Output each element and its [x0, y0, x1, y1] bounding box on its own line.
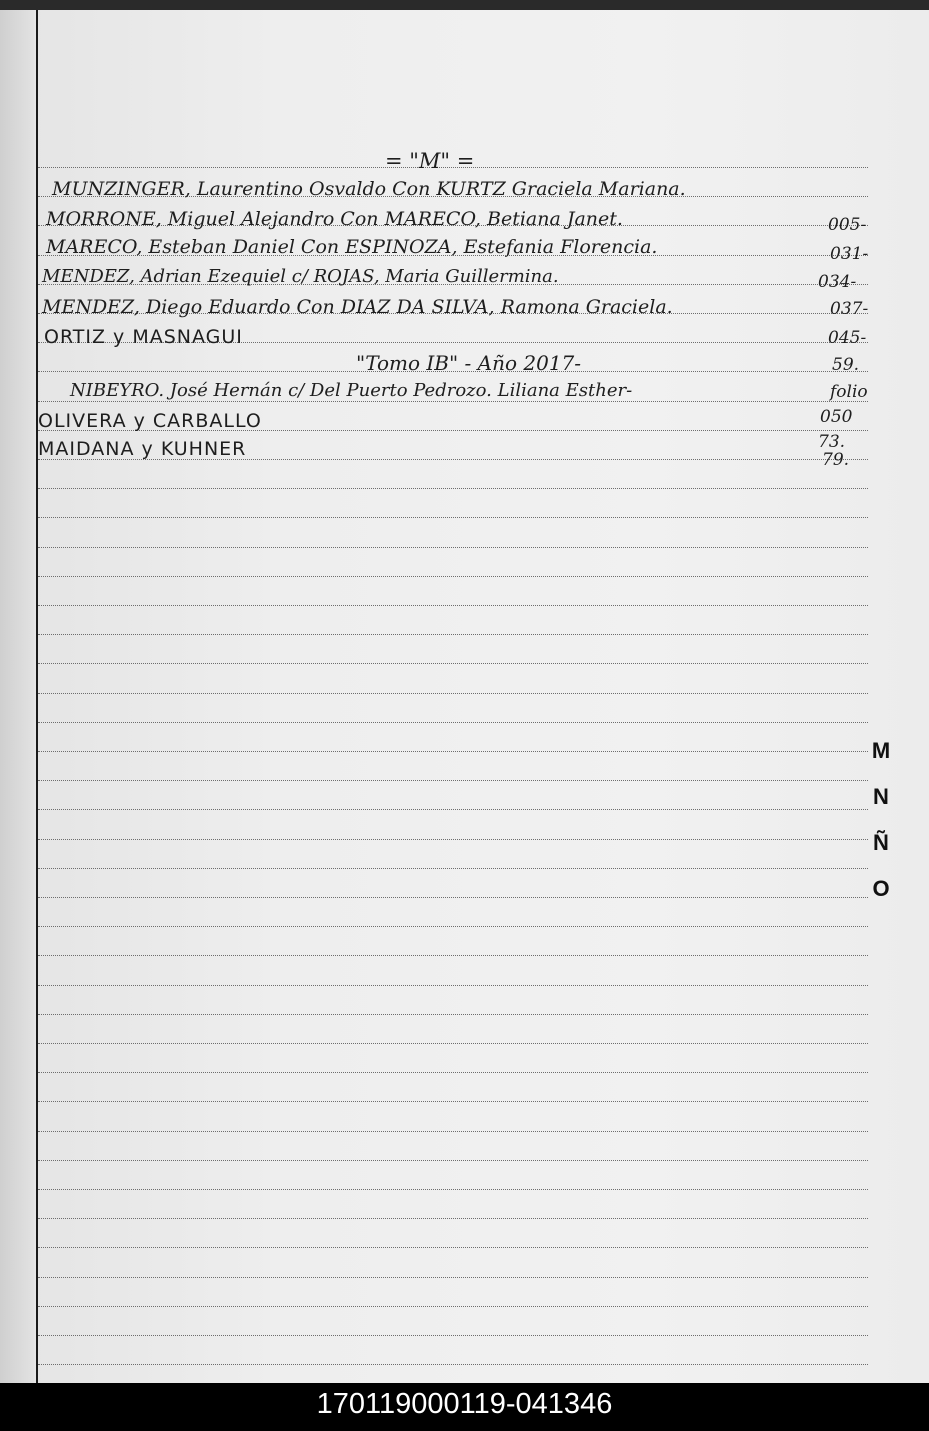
ruled-line [38, 605, 868, 606]
alphabet-index [866, 738, 896, 922]
ruled-line [38, 1014, 868, 1015]
index-letter-enie[interactable]: Ñ [873, 830, 889, 855]
ruled-line [38, 1364, 868, 1365]
ruled-line [38, 634, 868, 635]
ruled-line [38, 955, 868, 956]
ruled-line [38, 985, 868, 986]
ruled-line [38, 809, 868, 810]
ruled-line [38, 1043, 868, 1044]
tomo-folio-3: 79. [822, 450, 850, 470]
folio-1: 005- [828, 215, 867, 235]
index-letter-n[interactable]: N [873, 784, 889, 809]
ruled-line [38, 1072, 868, 1073]
letter-header: = "M" = [385, 149, 475, 173]
ruled-line [38, 868, 868, 869]
ruled-line [38, 1218, 868, 1219]
binding-shadow [0, 10, 34, 1383]
folio-59: 59. [832, 355, 860, 375]
ruled-line [38, 1335, 868, 1336]
tomo-entry-2: OLIVERA y CARBALLO [38, 410, 262, 432]
ruled-line [38, 1277, 868, 1278]
ruled-line [38, 1189, 868, 1190]
entry-3: MARECO, Esteban Daniel Con ESPINOZA, Estefania Florencia. [46, 236, 658, 258]
ruled-line [38, 1247, 868, 1248]
ruled-line [38, 488, 868, 489]
tomo-folio-2: 73. [818, 432, 846, 452]
ruled-line [38, 751, 868, 752]
entry-4: MENDEZ, Adrian Ezequiel c/ ROJAS, Maria Guillermina. [42, 266, 559, 287]
ruled-line [38, 780, 868, 781]
entry-2: MORRONE, Miguel Alejandro Con MARECO, Betiana Janet. [46, 208, 623, 230]
ruled-line [38, 926, 868, 927]
folio-5: 045- [828, 328, 867, 348]
entry-6: ORTIZ y MASNAGUI [44, 326, 243, 348]
entry-1: MUNZINGER, Laurentino Osvaldo Con KURTZ Graciela Mariana. [52, 178, 686, 200]
ruled-line [38, 1160, 868, 1161]
ruled-line [38, 693, 868, 694]
ruled-line [38, 576, 868, 577]
ruled-line [38, 1306, 868, 1307]
ledger-page [0, 10, 929, 1383]
folio-label: folio [830, 382, 868, 402]
ruled-line [38, 663, 868, 664]
entry-5: MENDEZ, Diego Eduardo Con DIAZ DA SILVA, Ramona Graciela. [42, 296, 673, 318]
barcode-strip [0, 1383, 929, 1431]
ruled-line [38, 1131, 868, 1132]
ruled-line [38, 517, 868, 518]
tomo-folio-1: 050 [820, 407, 853, 427]
ruled-line [38, 722, 868, 723]
folio-3: 034- [818, 272, 857, 292]
ruled-line [38, 897, 868, 898]
tomo-header: "Tomo IB" - Año 2017- [356, 351, 582, 375]
barcode-number: 170119000119-041346 [316, 1388, 613, 1420]
ruled-line [38, 547, 868, 548]
tomo-entry-1: NIBEYRO. José Hernán c/ Del Puerto Pedrozo. Liliana Esther- [70, 380, 633, 401]
ruled-line [38, 1101, 868, 1102]
tomo-entry-3: MAIDANA y KUHNER [38, 438, 247, 460]
ruled-line [38, 839, 868, 840]
index-letter-o[interactable]: O [872, 876, 890, 901]
folio-4: 037- [830, 299, 869, 319]
index-letter-m[interactable]: M [871, 738, 891, 763]
folio-2: 031- [830, 244, 869, 264]
